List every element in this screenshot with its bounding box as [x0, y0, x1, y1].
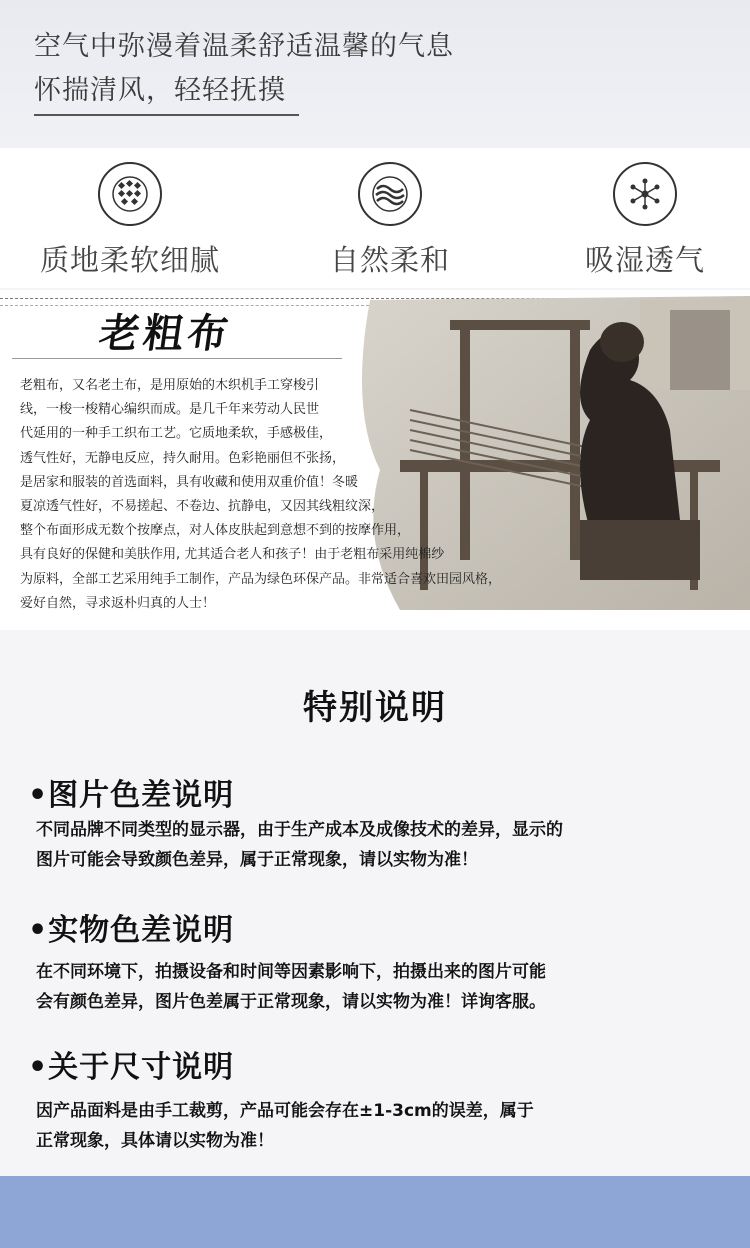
hero-banner — [0, 0, 750, 148]
weave-ball-icon — [98, 162, 162, 226]
hero-underline — [34, 114, 299, 116]
note-heading-size: •关于尺寸说明 — [28, 1050, 235, 1085]
story-line: 爱好自然，寻求返朴归真的人士！ — [20, 595, 216, 611]
note-body-item-color — [36, 957, 736, 1017]
story-section — [0, 290, 750, 630]
hero-line-1: 空气中弥漫着温柔舒适温馨的气息 — [34, 31, 454, 62]
story-line: 夏凉透气性好，不易搓起、不卷边、抗静电，又因其线粗纹深， — [20, 499, 385, 515]
notes-title: 特别说明 — [303, 688, 447, 728]
story-title: 老粗布 — [96, 310, 235, 357]
story-line: 透气性好，无静电反应，持久耐用。色彩艳丽但不张扬， — [20, 450, 346, 466]
molecule-icon — [613, 162, 677, 226]
note-line: 在不同环境下，拍摄设备和时间等因素影响下，拍摄出来的图片可能 — [36, 962, 546, 982]
note-line: 图片可能会导致颜色差异，属于正常现象，请以实物为准！ — [36, 850, 478, 870]
hero-line-2: 怀揣清风，轻轻抚摸 — [34, 75, 286, 106]
feature-label: 吸湿透气 — [584, 243, 705, 277]
wave-circle-icon — [358, 162, 422, 226]
story-title-rule — [12, 358, 342, 359]
note-heading-item-color: •实物色差说明 — [28, 913, 235, 948]
story-line: 老粗布，又名老土布，是用原始的木织机手工穿梭引 — [20, 378, 320, 393]
story-line: 线，一梭一梭精心编织而成。是几千年来劳动人民世 — [20, 402, 320, 418]
feature-row — [0, 148, 750, 288]
footer-band — [0, 1176, 750, 1248]
feature-natural — [290, 162, 490, 279]
note-body-photo-color — [36, 815, 736, 875]
note-body-size — [36, 1096, 736, 1156]
note-line: 不同品牌不同类型的显示器，由于生产成本及成像技术的差异，显示的 — [36, 820, 563, 840]
story-paragraph — [20, 374, 560, 616]
story-line: 具有良好的保健和美肤作用, 尤其适合老人和孩子！由于老粗布采用纯棉纱 — [20, 547, 445, 563]
feature-label: 质地柔软细腻 — [39, 243, 220, 277]
story-line: 代延用的一种手工织布工艺。它质地柔软，手感极佳， — [20, 426, 333, 442]
feature-softness — [30, 162, 230, 279]
story-line: 是居家和服装的首选面料，具有收藏和使用双重价值！冬暖 — [20, 474, 359, 490]
special-notes-section — [0, 630, 750, 1175]
note-line: 正常现象，具体请以实物为准！ — [36, 1131, 274, 1151]
note-line: 因产品面料是由手工裁剪，产品可能会存在±1-3cm的误差，属于 — [36, 1101, 534, 1121]
story-line: 为原料，全部工艺采用纯手工制作，产品为绿色环保产品。非常适合喜欢田园风格， — [20, 571, 502, 587]
note-line: 会有颜色差异，图片色差属于正常现象，请以实物为准！详询客服。 — [36, 992, 546, 1012]
note-heading-photo-color: •图片色差说明 — [28, 778, 235, 813]
feature-label: 自然柔和 — [329, 243, 450, 277]
feature-breathable — [545, 162, 745, 279]
story-line: 整个布面形成无数个按摩点，对人体皮肤起到意想不到的按摩作用， — [20, 523, 411, 539]
